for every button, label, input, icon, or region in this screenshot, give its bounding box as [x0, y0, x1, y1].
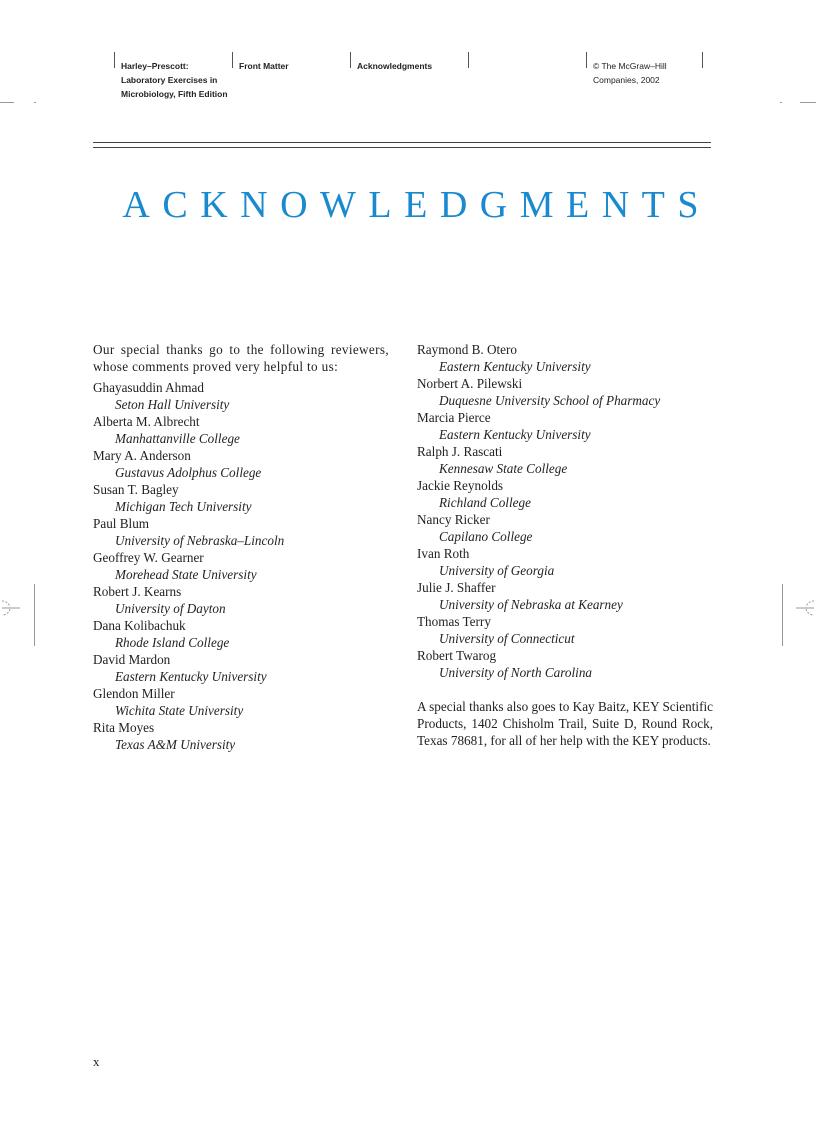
reviewer-name: Rita Moyes — [93, 720, 155, 735]
reviewer-institution: Morehead State University — [115, 567, 257, 582]
reviewer-entry — [93, 685, 389, 719]
reviewer-institution: University of Nebraska–Lincoln — [115, 533, 285, 548]
reviewer-entry — [417, 341, 713, 375]
reviewer-institution: Manhattanville College — [115, 431, 240, 446]
reviewer-entry — [417, 511, 713, 545]
reviewer-name: David Mardon — [93, 652, 171, 667]
reviewer-institution: University of Georgia — [439, 563, 555, 578]
reviewer-name: Julie J. Shaffer — [417, 580, 496, 595]
header-copyright-cell — [586, 52, 703, 85]
reviewers-column-left — [93, 341, 389, 753]
header-copyright-line-1: © The McGraw–Hill — [593, 61, 667, 71]
reviewer-institution: Michigan Tech University — [115, 499, 252, 514]
reviewer-name: Robert Twarog — [417, 648, 497, 663]
header-book-line-2: Laboratory Exercises in — [121, 75, 218, 85]
special-thanks-paragraph: A special thanks also goes to Kay Baitz, KEY Scientific Products, 1402 Chisholm Trail, Suite D, Round Rock, Texas 78681, for all of her help with the KEY products. — [417, 699, 713, 748]
reviewer-name: Raymond B. Otero — [417, 342, 517, 357]
reviewer-list-left — [93, 379, 389, 753]
reviewer-name: Ralph J. Rascati — [417, 444, 503, 459]
reviewer-entry — [417, 647, 713, 681]
reviewer-entry — [417, 545, 713, 579]
reviewer-name: Jackie Reynolds — [417, 478, 504, 493]
registration-mark-right-icon — [796, 598, 816, 618]
reviewer-institution: Duquesne University School of Pharmacy — [439, 393, 661, 408]
reviewers-column-right — [417, 341, 713, 749]
reviewer-name: Norbert A. Pilewski — [417, 376, 523, 391]
reviewer-name: Nancy Ricker — [417, 512, 490, 527]
reviewer-name: Dana Kolibachuk — [93, 618, 186, 633]
reviewer-entry — [93, 583, 389, 617]
registration-mark-left-icon — [0, 598, 20, 618]
reviewer-entry — [417, 443, 713, 477]
reviewer-institution: Texas A&M University — [115, 737, 236, 752]
header-chapter: Acknowledgments — [357, 61, 433, 71]
reviewer-institution: University of North Carolina — [439, 665, 593, 680]
reviewer-name: Robert J. Kearns — [93, 584, 182, 599]
reviewer-name: Alberta M. Albrecht — [93, 414, 200, 429]
reviewer-entry — [417, 375, 713, 409]
header-book-line-1: Harley–Prescott: — [121, 61, 189, 71]
reviewer-entry — [417, 579, 713, 613]
crop-mark-top-right-dot — [780, 102, 782, 103]
reviewer-entry — [93, 515, 389, 549]
reviewer-institution: University of Connecticut — [439, 631, 575, 646]
reviewer-institution: Rhode Island College — [115, 635, 230, 650]
reviewer-institution: Wichita State University — [115, 703, 244, 718]
crop-mark-left-vertical — [34, 584, 35, 646]
reviewer-institution: Seton Hall University — [115, 397, 230, 412]
reviewer-institution: Eastern Kentucky University — [439, 427, 591, 442]
running-header — [114, 52, 704, 100]
reviewer-name: Ghayasuddin Ahmad — [93, 380, 204, 395]
reviewer-name: Marcia Pierce — [417, 410, 491, 425]
header-book-cell — [114, 52, 232, 99]
reviewer-institution: Eastern Kentucky University — [115, 669, 267, 684]
crop-mark-top-left — [0, 102, 14, 103]
reviewer-name: Susan T. Bagley — [93, 482, 179, 497]
reviewer-entry — [417, 477, 713, 511]
reviewer-name: Paul Blum — [93, 516, 150, 531]
reviewer-institution: Capilano College — [439, 529, 533, 544]
crop-mark-top-right — [800, 102, 816, 103]
reviewer-name: Glendon Miller — [93, 686, 175, 701]
reviewer-name: Thomas Terry — [417, 614, 491, 629]
header-chapter-cell — [350, 52, 468, 71]
reviewer-entry — [93, 617, 389, 651]
header-blank-cell — [468, 52, 586, 68]
reviewer-entry — [93, 719, 389, 753]
reviewer-institution: Gustavus Adolphus College — [115, 465, 262, 480]
page-title: ACKNOWLEDGMENTS — [122, 184, 711, 227]
reviewer-institution: Richland College — [439, 495, 531, 510]
reviewer-institution: University of Nebraska at Kearney — [439, 597, 623, 612]
reviewer-entry — [93, 549, 389, 583]
reviewer-entry — [417, 613, 713, 647]
crop-mark-right-vertical — [782, 584, 783, 646]
intro-paragraph: Our special thanks go to the following reviewers, whose comments proved very helpful to us: — [93, 342, 389, 374]
header-section: Front Matter — [239, 61, 289, 71]
reviewer-institution: University of Dayton — [115, 601, 226, 616]
reviewer-name: Ivan Roth — [417, 546, 470, 561]
header-copyright-line-2: Companies, 2002 — [593, 75, 660, 85]
page-number: x — [93, 1054, 100, 1069]
reviewer-entry — [93, 379, 389, 413]
reviewer-entry — [93, 651, 389, 685]
header-section-cell — [232, 52, 350, 71]
crop-mark-top-left-dot — [34, 102, 36, 103]
reviewer-institution: Eastern Kentucky University — [439, 359, 591, 374]
title-rule-top — [93, 142, 711, 143]
reviewer-entry — [417, 409, 713, 443]
reviewer-institution: Kennesaw State College — [439, 461, 568, 476]
reviewer-entry — [93, 481, 389, 515]
reviewer-entry — [93, 413, 389, 447]
header-right-edge — [702, 52, 703, 68]
header-book-line-3: Microbiology, Fifth Edition — [121, 89, 228, 99]
reviewer-name: Geoffrey W. Gearner — [93, 550, 204, 565]
reviewer-entry — [93, 447, 389, 481]
title-rule-bottom — [93, 147, 711, 148]
reviewer-name: Mary A. Anderson — [93, 448, 191, 463]
reviewer-list-right — [417, 341, 713, 681]
